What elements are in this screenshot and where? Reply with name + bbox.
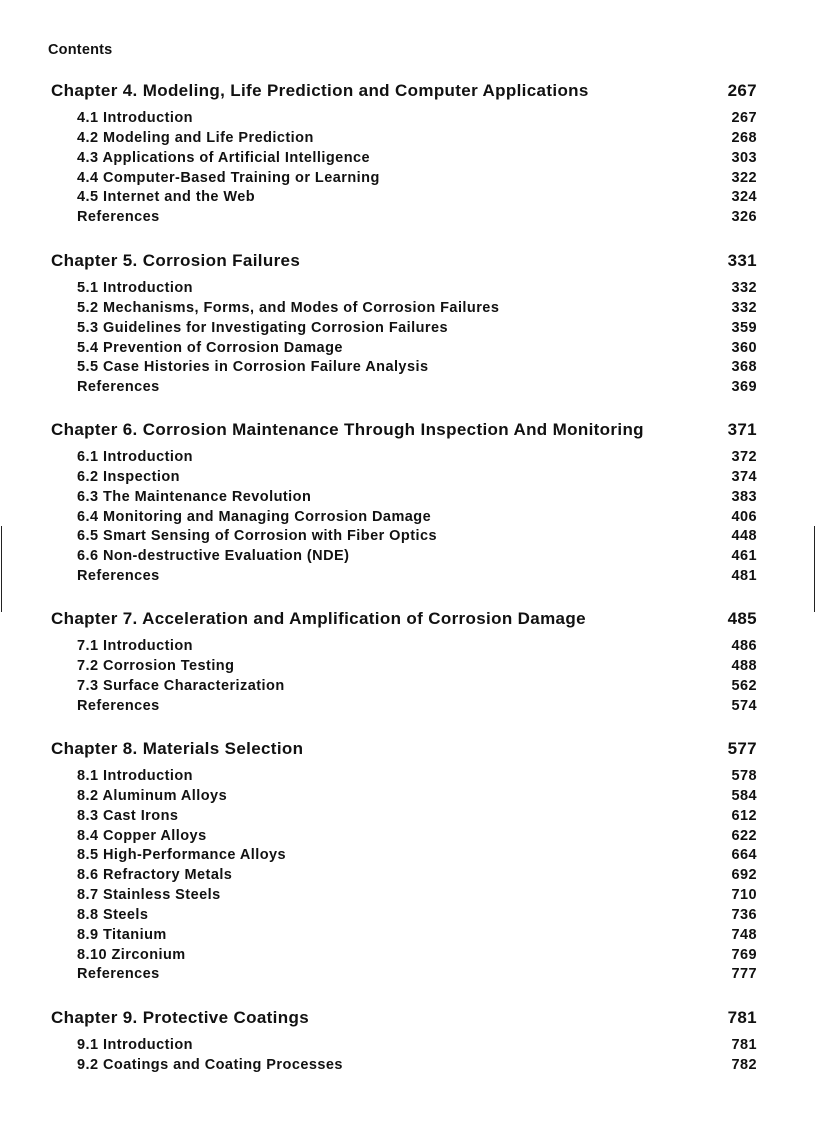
toc-entry[interactable] <box>51 279 757 299</box>
entry-label: References <box>77 209 160 226</box>
chapter-page: 331 <box>727 251 757 270</box>
toc-entry[interactable] <box>51 378 757 398</box>
entry-label: 9.2 Coatings and Coating Processes <box>77 1056 343 1073</box>
entry-page: 769 <box>731 946 757 963</box>
chapter-title: Chapter 5. Corrosion Failures <box>51 251 301 270</box>
entry-page: 461 <box>731 548 757 565</box>
entry-label: 8.8 Steels <box>77 906 149 923</box>
entry-page: 324 <box>731 189 757 206</box>
toc-entry[interactable] <box>51 807 757 827</box>
chapter-title-row[interactable] <box>51 735 757 763</box>
chapter-title-row[interactable] <box>51 77 757 105</box>
entry-label: 8.10 Zirconium <box>77 946 186 963</box>
toc-entry[interactable] <box>51 1036 757 1056</box>
toc-entry[interactable] <box>51 906 757 926</box>
chapter-page: 267 <box>727 81 757 100</box>
entry-page: 332 <box>731 280 757 296</box>
toc-entry[interactable] <box>51 109 757 129</box>
toc-entry[interactable] <box>51 299 757 319</box>
entry-page: 781 <box>731 1037 757 1053</box>
entry-page: 710 <box>731 887 757 904</box>
entry-label: 6.4 Monitoring and Managing Corrosion Damage <box>77 508 432 525</box>
entry-page: 322 <box>731 169 757 186</box>
chapter-title: Chapter 8. Materials Selection <box>51 739 304 758</box>
entry-page: 782 <box>731 1056 757 1073</box>
entry-label: 4.1 Introduction <box>77 110 193 126</box>
entry-label: 8.1 Introduction <box>77 768 193 784</box>
entry-page: 359 <box>731 319 757 336</box>
toc-entry[interactable] <box>51 827 757 847</box>
entry-page: 448 <box>731 528 757 545</box>
entry-page: 664 <box>731 847 757 864</box>
chapter-8 <box>51 735 757 985</box>
entry-label: 6.5 Smart Sensing of Corrosion with Fiber Optics <box>77 528 437 545</box>
toc-entry[interactable] <box>51 677 757 697</box>
entry-label: 5.1 Introduction <box>77 280 193 296</box>
entry-label: 6.2 Inspection <box>77 468 180 485</box>
page-edge-mark-right <box>814 526 815 612</box>
toc-entry[interactable] <box>51 188 757 208</box>
entry-page: 326 <box>731 209 757 226</box>
entry-page: 369 <box>731 379 757 396</box>
entry-page: 692 <box>731 867 757 884</box>
toc-entry[interactable] <box>51 129 757 149</box>
chapter-title: Chapter 6. Corrosion Maintenance Through Inspection And Monitoring <box>51 420 644 439</box>
entry-page: 303 <box>731 149 757 166</box>
entry-label: 8.4 Copper Alloys <box>77 827 207 844</box>
entry-label: 4.3 Applications of Artificial Intelligence <box>77 149 371 166</box>
entry-page: 268 <box>731 129 757 146</box>
entry-label: References <box>77 568 160 585</box>
toc-entry[interactable] <box>51 787 757 807</box>
toc-entry[interactable] <box>51 508 757 528</box>
entry-label: 7.3 Surface Characterization <box>77 677 285 694</box>
toc-entry[interactable] <box>51 926 757 946</box>
entry-page: 374 <box>731 468 757 485</box>
toc-entry[interactable] <box>51 637 757 657</box>
entry-label: 7.2 Corrosion Testing <box>77 657 235 674</box>
chapter-title-row[interactable] <box>51 605 757 633</box>
toc-entry[interactable] <box>51 946 757 966</box>
entry-label: 6.1 Introduction <box>77 449 193 465</box>
entry-label: 5.3 Guidelines for Investigating Corrosion Failures <box>77 319 449 336</box>
toc-entry[interactable] <box>51 527 757 547</box>
page-header: Contents <box>48 42 113 58</box>
entry-label: 8.7 Stainless Steels <box>77 887 221 904</box>
entry-label: 7.1 Introduction <box>77 638 193 654</box>
entry-label: 8.6 Refractory Metals <box>77 867 233 884</box>
chapter-title-row[interactable] <box>51 1004 757 1032</box>
entry-page: 267 <box>731 110 757 126</box>
entry-page: 486 <box>731 638 757 654</box>
entry-page: 612 <box>731 807 757 824</box>
toc-entry[interactable] <box>51 319 757 339</box>
chapter-page: 371 <box>727 420 757 439</box>
toc-entry[interactable] <box>51 547 757 567</box>
toc-entry[interactable] <box>51 339 757 359</box>
toc-entry[interactable] <box>51 697 757 717</box>
toc-entry[interactable] <box>51 567 757 587</box>
chapter-title: Chapter 9. Protective Coatings <box>51 1008 310 1027</box>
toc-entry[interactable] <box>51 468 757 488</box>
entry-label: 4.4 Computer-Based Training or Learning <box>77 169 380 186</box>
chapter-title-row[interactable] <box>51 247 757 275</box>
chapter-page: 577 <box>727 739 757 758</box>
toc-entry[interactable] <box>51 767 757 787</box>
toc-entry[interactable] <box>51 657 757 677</box>
toc-entry[interactable] <box>51 358 757 378</box>
entry-label: 5.2 Mechanisms, Forms, and Modes of Corrosion Failures <box>77 299 500 316</box>
toc-entry[interactable] <box>51 1056 757 1076</box>
entry-page: 481 <box>731 568 757 585</box>
entry-label: 4.5 Internet and the Web <box>77 189 256 206</box>
toc-entry[interactable] <box>51 886 757 906</box>
entry-label: 8.3 Cast Irons <box>77 807 179 824</box>
entry-page: 578 <box>731 768 757 784</box>
entry-page: 622 <box>731 827 757 844</box>
entry-label: 8.5 High-Performance Alloys <box>77 847 287 864</box>
entry-page: 372 <box>731 449 757 465</box>
toc-entry[interactable] <box>51 846 757 866</box>
toc-entry[interactable] <box>51 488 757 508</box>
chapter-page: 781 <box>727 1008 757 1027</box>
entry-label: 6.3 The Maintenance Revolution <box>77 488 312 505</box>
chapter-7 <box>51 605 757 716</box>
chapter-title-row[interactable] <box>51 416 757 444</box>
entry-page: 332 <box>731 299 757 316</box>
entry-label: 5.5 Case Histories in Corrosion Failure Analysis <box>77 359 429 376</box>
toc-entry[interactable] <box>51 866 757 886</box>
entry-page: 383 <box>731 488 757 505</box>
entry-label: 8.9 Titanium <box>77 926 167 943</box>
toc-entry[interactable] <box>51 149 757 169</box>
entry-label: 6.6 Non-destructive Evaluation (NDE) <box>77 548 350 565</box>
chapter-5 <box>51 247 757 398</box>
entry-label: 9.1 Introduction <box>77 1037 193 1053</box>
entry-label: References <box>77 379 160 396</box>
toc-entry[interactable] <box>51 169 757 189</box>
entry-page: 574 <box>731 697 757 714</box>
entry-label: 4.2 Modeling and Life Prediction <box>77 129 314 146</box>
entry-page: 562 <box>731 677 757 694</box>
entry-label: 5.4 Prevention of Corrosion Damage <box>77 339 343 356</box>
entry-page: 368 <box>731 359 757 376</box>
entry-page: 736 <box>731 906 757 923</box>
entry-page: 360 <box>731 339 757 356</box>
toc-entry[interactable] <box>51 448 757 468</box>
chapter-page: 485 <box>727 609 757 628</box>
page-edge-mark-left <box>1 526 2 612</box>
toc-entry[interactable] <box>51 965 757 985</box>
entry-label: References <box>77 697 160 714</box>
toc-entry[interactable] <box>51 208 757 228</box>
entry-page: 488 <box>731 657 757 674</box>
chapter-title: Chapter 7. Acceleration and Amplification of Corrosion Damage <box>51 609 586 628</box>
entry-page: 406 <box>731 508 757 525</box>
chapter-4 <box>51 77 757 228</box>
chapter-6 <box>51 416 757 587</box>
entry-page: 777 <box>731 966 757 983</box>
entry-label: 8.2 Aluminum Alloys <box>77 787 228 804</box>
entry-label: References <box>77 966 160 983</box>
chapter-9 <box>51 1004 757 1076</box>
entry-page: 748 <box>731 926 757 943</box>
entry-page: 584 <box>731 787 757 804</box>
chapter-title: Chapter 4. Modeling, Life Prediction and Computer Applications <box>51 81 589 100</box>
